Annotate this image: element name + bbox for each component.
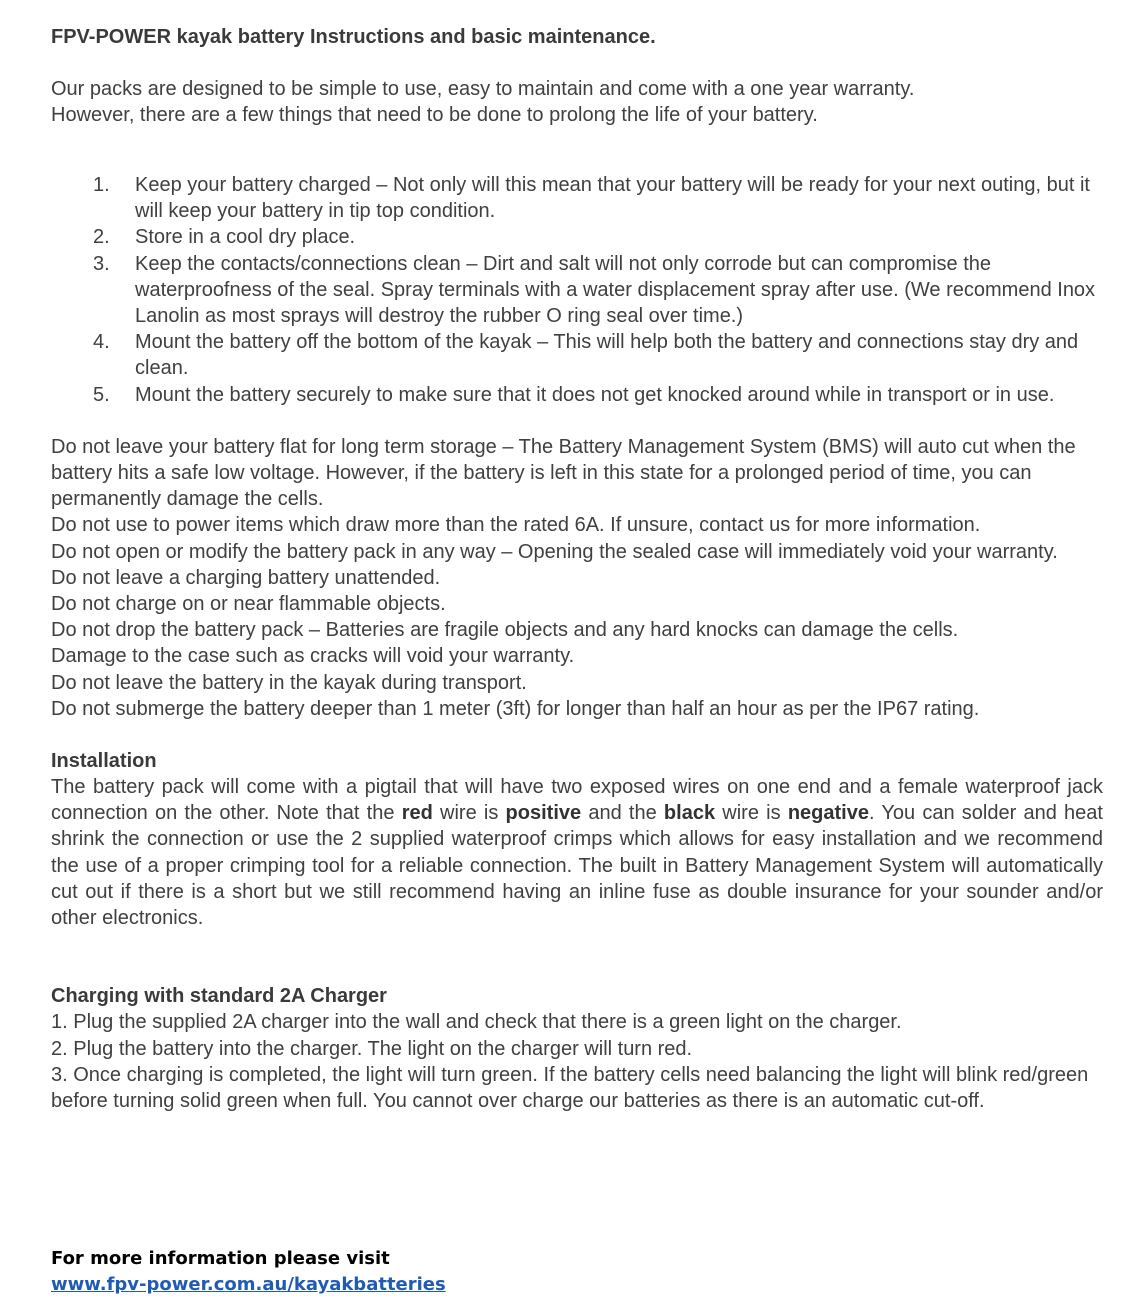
charging-step: 2. Plug the battery into the charger. The light on the charger will turn red. [51,1037,693,1060]
installation-text: . You can solder and heat shrink the connection or use the 2 supplied waterproof crimps which allows for easy installation and we recommend the use of a proper crimping tool for a reliable connection. The built in Battery Management System will automatically cut out if there is a short but we still recommend having an inline fuse as double insurance for your sounder and/or other electronics. [51,802,1103,930]
footer-label: For more information please visit [51,1248,390,1269]
charging-section [51,983,1103,1114]
warning-line: Do not leave the battery in the kayak during transport. [51,671,527,694]
list-item-text: Keep the contacts/connections clean – Dirt and salt will not only corrode but can compromise the waterproofness of the seal. Spray terminals with a water displacement spray after use. (We recommend Inox Lanolin as most sprays will destroy the rubber O ring seal over time.) [135,252,1096,328]
intro-section [51,76,1103,128]
list-item-text: Mount the battery securely to make sure that it does not get knocked around while in transport or in use. [135,383,1055,406]
positive-label: positive [505,802,582,825]
negative-label: negative [787,802,869,825]
intro-line: However, there are a few things that need to be done to prolong the life of your battery. [51,104,818,126]
warning-line: Do not charge on or near flammable objects. [51,593,446,616]
installation-text: wire is [715,802,788,825]
warnings-section [51,434,1103,722]
warning-line: Do not leave a charging battery unattended. [51,566,441,589]
warning-line: Do not use to power items which draw more than the rated 6A. If unsure, contact us for more information. [51,514,981,537]
warning-line: Damage to the case such as cracks will void your warranty. [51,645,575,668]
warning-line: Do not submerge the battery deeper than 1 meter (3ft) for longer than half an hour as per the IP67 rating. [51,697,980,720]
charging-step: 1. Plug the supplied 2A charger into the wall and check that there is a green light on the charger. [51,1011,902,1034]
list-number: 4. [93,331,110,354]
list-number: 5. [93,383,110,406]
list-item-text: Keep your battery charged – Not only will this mean that your battery will be ready for your next outing, but it will keep your battery in tip top condition. [135,174,1090,223]
list-item-text: Store in a cool dry place. [135,226,356,249]
charging-heading: Charging with standard 2A Charger [51,985,387,1008]
warning-line: Do not open or modify the battery pack in any way – Opening the sealed case will immediately void your warranty. [51,540,1058,563]
installation-text: wire is [432,802,506,825]
installation-section [51,748,1103,931]
document-title: FPV-POWER kayak battery Instructions and basic maintenance. [51,26,656,48]
website-link[interactable]: www.fpv-power.com.au/kayakbatteries [51,1274,446,1295]
warning-line: Do not drop the battery pack – Batteries are fragile objects and any hard knocks can damage the cells. [51,619,959,642]
list-number: 2. [93,226,110,249]
red-wire-label: red [401,802,433,825]
list-number: 1. [93,174,110,196]
installation-body [51,774,1103,931]
intro-line: Our packs are designed to be simple to use, easy to maintain and come with a one year warranty. [51,78,915,100]
list-item [51,172,1103,224]
list-item [51,382,1103,408]
warning-line: Do not leave your battery flat for long term storage – The Battery Management System (BMS) will auto cut when the battery hits a safe low voltage. However, if the battery is left in this state for a prolonged period of time, you can permanently damage the cells. [51,435,1076,511]
installation-text: and the [581,802,664,825]
document-page [51,24,1103,1114]
charging-step: 3. Once charging is completed, the light will turn green. If the battery cells need balancing the light will blink red/green before turning solid green when full. You cannot over charge our batteries as there is an automatic cut-off. [51,1063,1089,1113]
maintenance-steps-list [51,172,1103,408]
list-item [51,329,1103,381]
footer [51,1246,446,1298]
installation-text: The battery pack will come with a pigtail that will have two exposed wires on one end and a female waterproof jack connection on the other. Note that the [51,776,1103,825]
list-number: 3. [93,252,110,275]
installation-heading: Installation [51,750,157,773]
black-wire-label: black [663,802,716,825]
list-item [51,224,1103,250]
list-item [51,251,1103,330]
list-item-text: Mount the battery off the bottom of the kayak – This will help both the battery and connections stay dry and clean. [135,331,1079,380]
